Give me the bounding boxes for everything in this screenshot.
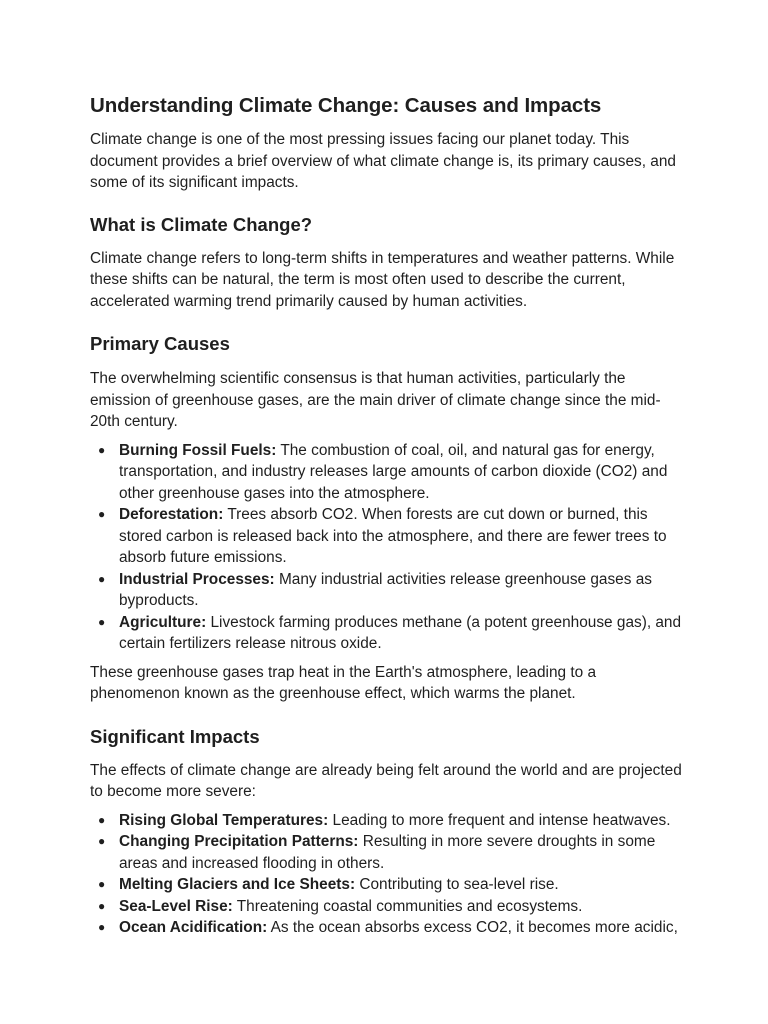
list-item-text: Many industrial activities release greenhouse gases as byproducts. <box>119 570 652 609</box>
what-is-paragraph: Climate change refers to long-term shifts in temperatures and weather patterns. While these shifts can be natural, the term is most often used to describe the current, accelerated warming trend primarily caused by human activities. <box>90 249 675 310</box>
greenhouse-paragraph: These greenhouse gases trap heat in the Earth's atmosphere, leading to a phenomenon known as the greenhouse effect, which warms the planet. <box>90 663 597 702</box>
list-item-term: Burning Fossil Fuels: <box>119 441 277 459</box>
list-item-text: Livestock farming produces methane (a potent greenhouse gas), and certain fertilizers release nitrous oxide. <box>119 613 682 652</box>
list-item <box>90 612 690 655</box>
list-item-text: Contributing to sea-level rise. <box>355 876 559 893</box>
list-item-term: Ocean Acidification: <box>119 919 268 936</box>
bullet-icon: ● <box>98 571 106 586</box>
bullet-icon: ● <box>98 920 106 934</box>
list-item-text: As the ocean absorbs excess CO2, it becomes more acidic, <box>267 919 678 936</box>
bullet-icon: ● <box>98 877 106 891</box>
list-item <box>90 569 690 612</box>
list-item-text: The combustion of coal, oil, and natural gas for energy, transportation, and industry releases large amounts of carbon dioxide (CO2) and other greenhouse gases into the atmosphere. <box>119 441 668 502</box>
bullet-icon: ● <box>98 812 106 827</box>
list-item-text: Resulting in more severe droughts in some areas and increased flooding in others. <box>119 833 656 872</box>
list-item-text: Threatening coastal communities and ecosystems. <box>232 897 583 915</box>
list-item <box>90 504 690 569</box>
impacts-intro-paragraph: The effects of climate change are already being felt around the world and are projected to become more severe: <box>90 761 682 800</box>
bullet-icon: ● <box>98 614 106 629</box>
causes-list <box>90 440 690 655</box>
bullet-icon: ● <box>98 898 106 913</box>
section-heading-causes: Primary Causes <box>90 333 230 354</box>
list-item <box>90 440 690 505</box>
list-item-term: Industrial Processes: <box>119 570 275 588</box>
bullet-icon: ● <box>98 507 106 521</box>
causes-intro-paragraph: The overwhelming scientific consensus is that human activities, particularly the emission of greenhouse gases, are the main driver of climate change since the mid-20th century. <box>90 370 661 430</box>
list-item-text: Leading to more frequent and intense heatwaves. <box>328 811 671 829</box>
list-item-term: Rising Global Temperatures: <box>119 811 329 829</box>
document-page <box>90 92 690 939</box>
list-item-term: Changing Precipitation Patterns: <box>119 833 359 850</box>
section-heading-impacts: Significant Impacts <box>90 725 260 747</box>
list-item <box>90 896 690 918</box>
list-item <box>90 831 690 874</box>
list-item-term: Deforestation: <box>119 506 224 523</box>
list-item-term: Agriculture: <box>119 613 207 631</box>
bullet-icon: ● <box>98 442 106 457</box>
list-item <box>90 874 690 896</box>
intro-paragraph: Climate change is one of the most pressing issues facing our planet today. This document provides a brief overview of what climate change is, its primary causes, and some of its significant impacts. <box>90 131 676 191</box>
list-item-text: Trees absorb CO2. When forests are cut down or burned, this stored carbon is released back into the atmosphere, and there are fewer trees to absorb future emissions. <box>119 506 667 566</box>
bullet-icon: ● <box>98 834 106 848</box>
list-item <box>90 917 690 939</box>
list-item <box>90 810 690 832</box>
impacts-list <box>90 810 690 939</box>
list-item-term: Sea-Level Rise: <box>119 897 233 915</box>
document-title: Understanding Climate Change: Causes and Impacts <box>90 94 602 117</box>
list-item-term: Melting Glaciers and Ice Sheets: <box>119 876 356 893</box>
section-heading-what-is: What is Climate Change? <box>90 213 313 235</box>
